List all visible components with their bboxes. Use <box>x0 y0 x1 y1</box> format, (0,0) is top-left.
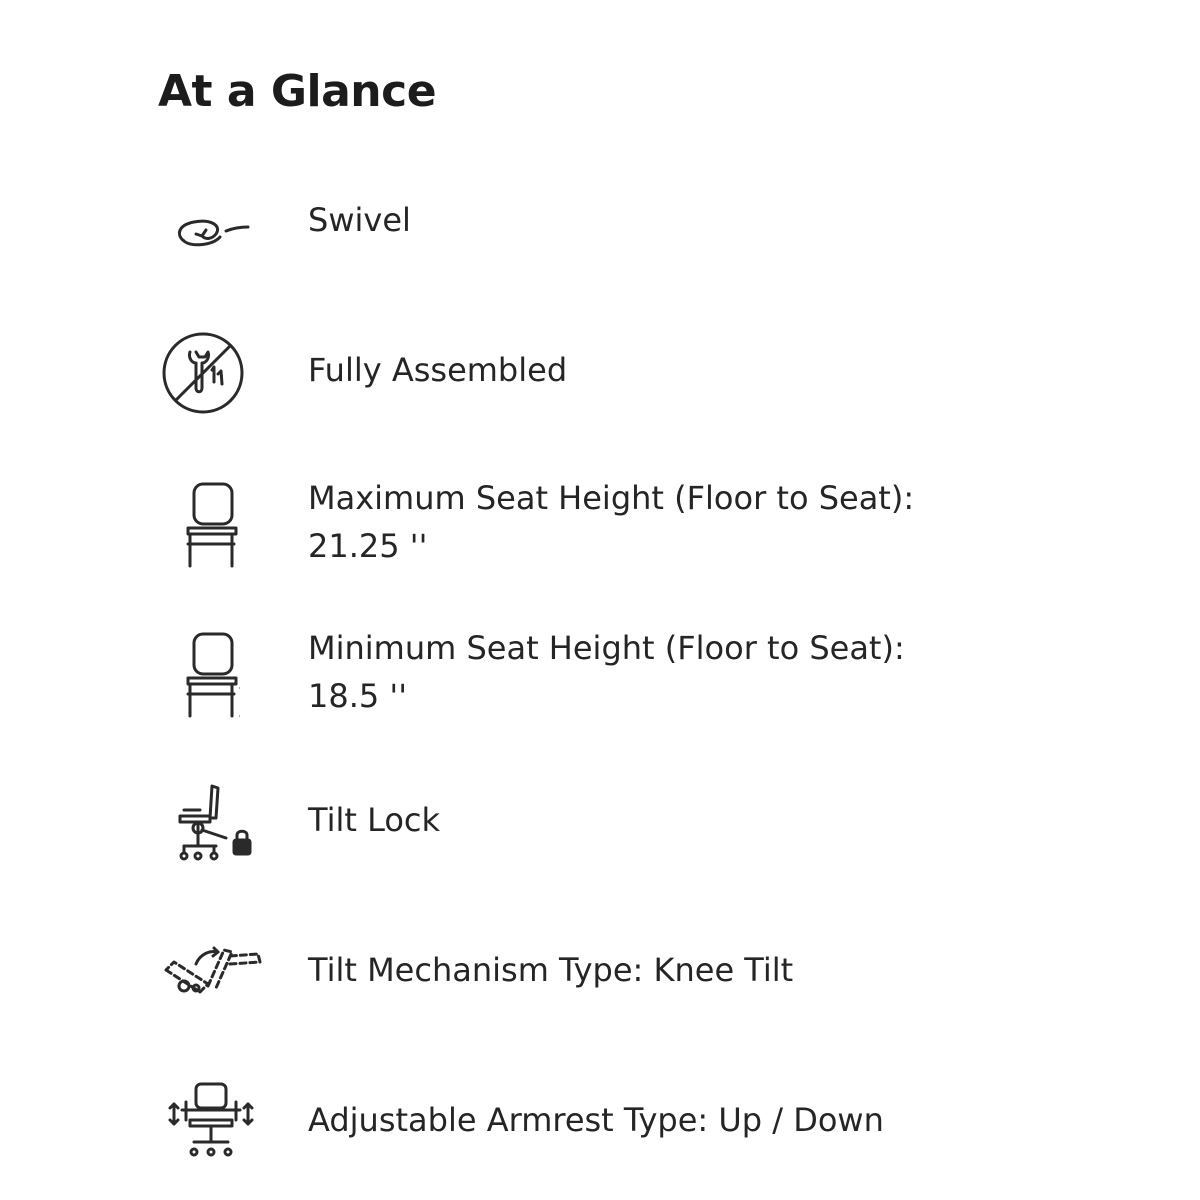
swivel-icon <box>160 198 270 262</box>
feature-label: Tilt Lock <box>308 801 441 839</box>
adjustable-armrest-icon <box>160 1080 270 1164</box>
min-seat-height-icon <box>160 628 270 720</box>
feature-label: Tilt Mechanism Type: Knee Tilt <box>308 951 794 989</box>
no-tools-icon <box>160 330 270 416</box>
feature-label: Swivel <box>308 201 411 239</box>
max-seat-height-icon <box>160 478 270 570</box>
knee-tilt-icon <box>160 934 270 1010</box>
tilt-lock-icon <box>160 780 270 870</box>
feature-label: Maximum Seat Height (Floor to Seat): 21.25 '' <box>308 479 915 565</box>
feature-label: Adjustable Armrest Type: Up / Down <box>308 1101 884 1139</box>
feature-label: Minimum Seat Height (Floor to Seat): 18.5 '' <box>308 629 905 715</box>
page-title: At a Glance <box>158 66 437 117</box>
feature-label: Fully Assembled <box>308 351 568 389</box>
